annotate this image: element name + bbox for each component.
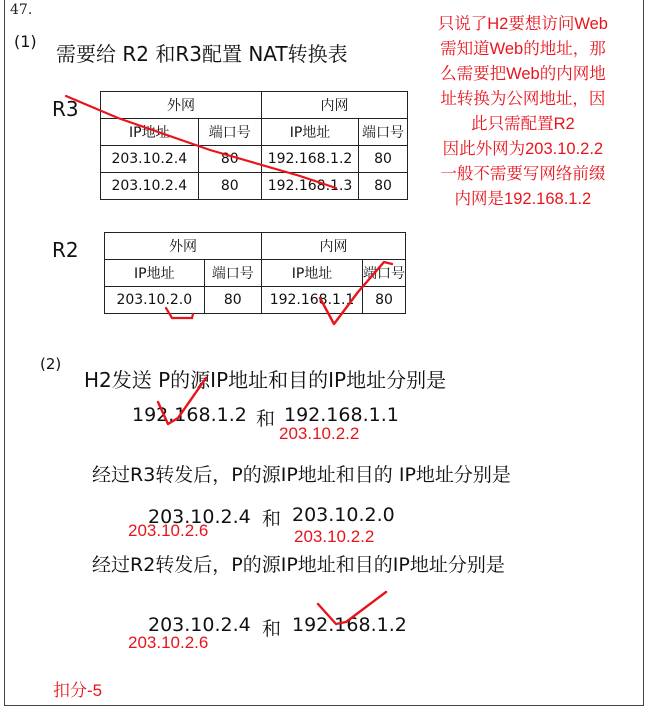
- r3-header-port: 端口号: [198, 119, 261, 146]
- deduction-score: 扣分-5: [53, 681, 103, 700]
- r3-nat-table: [100, 91, 408, 200]
- part2-line1: H2发送 P的源IP地址和目的IP地址分别是: [84, 368, 447, 392]
- part2-label: (2): [40, 355, 62, 373]
- part1-heading: 需要给 R2 和R3配置 NAT转换表: [56, 42, 348, 66]
- correction-line3-src: 203.10.2.6: [128, 633, 209, 652]
- part2-line2-dst: 203.10.2.0: [292, 504, 395, 526]
- part2-line2-src: 203.10.2.4: [148, 506, 251, 528]
- part2-line2-and: 和: [262, 508, 282, 530]
- r3-cell: 203.10.2.4: [101, 173, 199, 200]
- part2-line3: 经过R2转发后，P的源IP地址和目的IP地址分别是: [92, 554, 505, 576]
- grader-comment-line: 址转换为公网地址，因: [440, 90, 606, 108]
- r3-group-inner: 内网: [262, 92, 408, 119]
- grader-comment: [438, 12, 608, 212]
- grader-comment-line: 需知道Web的地址，那: [440, 40, 606, 58]
- part2-line1-dst: 192.168.1.1: [284, 404, 399, 426]
- correction-line2-src: 203.10.2.6: [128, 521, 209, 540]
- r2-cell: 192.168.1.1: [262, 287, 363, 314]
- r3-cell: 80: [359, 173, 408, 200]
- part2-line2: 经过R3转发后，P的源IP地址和目的 IP地址分别是: [92, 464, 511, 486]
- r2-group-inner: 内网: [262, 233, 406, 260]
- r2-cell: 80: [363, 287, 406, 314]
- r3-header-port: 端口号: [359, 119, 408, 146]
- part2-line3-and: 和: [262, 618, 282, 640]
- r3-cell: 203.10.2.4: [101, 146, 199, 173]
- correction-line2-dst: 203.10.2.2: [294, 527, 375, 546]
- r3-cell: 192.168.1.3: [262, 173, 359, 200]
- r2-header-port: 端口号: [363, 260, 406, 287]
- r3-group-outer: 外网: [101, 92, 262, 119]
- r3-header-ip: IP地址: [101, 119, 199, 146]
- r2-router-label: R2: [52, 238, 79, 262]
- r2-header-ip: IP地址: [105, 260, 205, 287]
- part2-line1-and: 和: [256, 408, 276, 430]
- question-number: 47.: [10, 2, 33, 18]
- r2-cell: 80: [204, 287, 261, 314]
- r3-cell: 80: [198, 146, 261, 173]
- table-row: [101, 173, 408, 200]
- r3-router-label: R3: [52, 97, 79, 121]
- part1-label: (1): [14, 32, 37, 51]
- grader-comment-line: 因此外网为203.10.2.2: [442, 140, 604, 158]
- part2-line1-src: 192.168.1.2: [132, 404, 247, 426]
- r2-header-ip: IP地址: [262, 260, 363, 287]
- r2-group-outer: 外网: [105, 233, 262, 260]
- grader-comment-line: 么需要把Web的内网地: [440, 65, 606, 83]
- r2-cell: 203.10.2.0: [105, 287, 205, 314]
- r3-header-ip: IP地址: [262, 119, 359, 146]
- table-row: [105, 287, 406, 314]
- r3-cell: 192.168.1.2: [262, 146, 359, 173]
- r3-cell: 80: [198, 173, 261, 200]
- part2-line3-src: 203.10.2.4: [148, 614, 251, 636]
- r3-cell: 80: [359, 146, 408, 173]
- grader-comment-line: 只说了H2要想访问Web: [437, 15, 608, 33]
- r2-header-port: 端口号: [204, 260, 261, 287]
- grader-comment-line: 此只需配置R2: [471, 115, 575, 133]
- part2-line3-dst: 192.168.1.2: [292, 614, 407, 636]
- table-row: [101, 146, 408, 173]
- correction-line1-dst: 203.10.2.2: [279, 424, 360, 443]
- grader-comment-line: 内网是192.168.1.2: [454, 190, 592, 208]
- grader-comment-line: 一般不需要写网络前缀: [440, 165, 606, 183]
- r2-nat-table: [104, 232, 406, 314]
